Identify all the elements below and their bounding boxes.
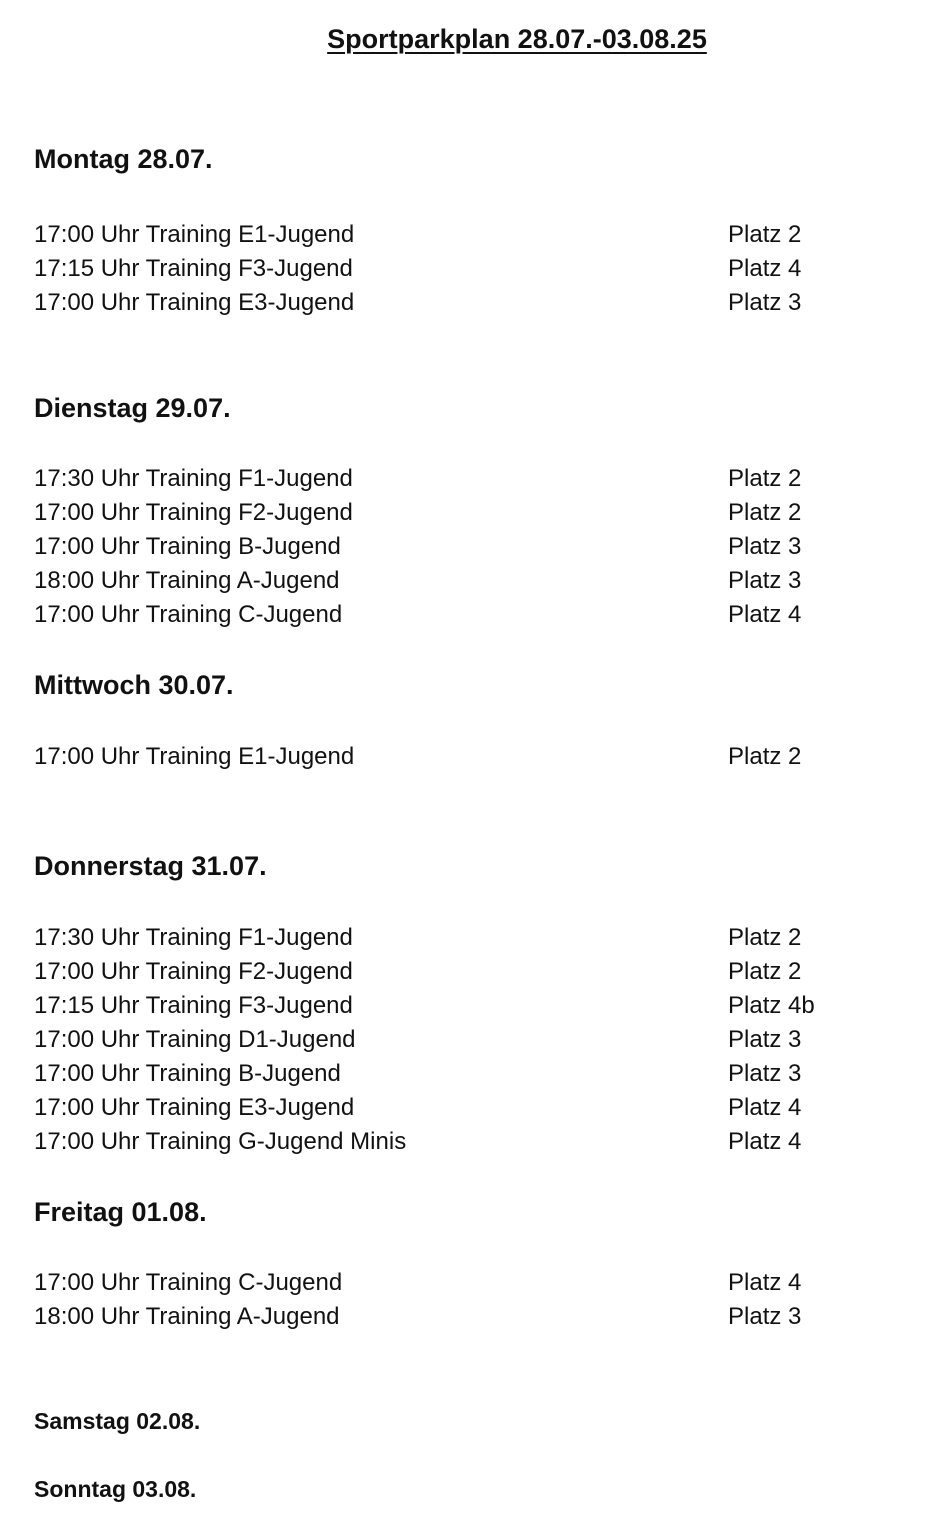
schedule-entry: [34, 1125, 914, 1159]
entry-place: Platz 4: [728, 255, 802, 282]
day-heading-sonntag: Sonntag 03.08.: [34, 1476, 197, 1502]
entry-text: 17:00 Uhr Training C-Jugend: [34, 1269, 343, 1296]
entry-place: Platz 3: [728, 289, 802, 316]
entry-text: 17:00 Uhr Training D1-Jugend: [34, 1026, 356, 1053]
schedule-entry: [34, 598, 914, 632]
entry-place: Platz 2: [728, 465, 802, 492]
entry-text: 17:00 Uhr Training F2-Jugend: [34, 958, 353, 985]
entry-text: 17:00 Uhr Training E1-Jugend: [34, 743, 355, 770]
entry-place: Platz 2: [728, 221, 802, 248]
document-title: Sportparkplan 28.07.-03.08.25: [327, 24, 707, 54]
schedule-entry: [34, 921, 914, 955]
schedule-entry: [34, 530, 914, 564]
schedule-entry: [34, 252, 914, 286]
entry-text: 17:30 Uhr Training F1-Jugend: [34, 465, 353, 492]
entry-text: 17:30 Uhr Training F1-Jugend: [34, 924, 353, 951]
day-heading-donnerstag: Donnerstag 31.07.: [34, 851, 267, 881]
entry-place: Platz 2: [728, 924, 802, 951]
schedule-entry: [34, 564, 914, 598]
schedule-entry: [34, 1023, 914, 1057]
entry-text: 17:15 Uhr Training F3-Jugend: [34, 255, 353, 282]
schedule-entry: [34, 462, 914, 496]
entry-text: 17:15 Uhr Training F3-Jugend: [34, 992, 353, 1019]
entry-text: 17:00 Uhr Training F2-Jugend: [34, 499, 353, 526]
entry-place: Platz 4: [728, 1094, 802, 1121]
entry-place: Platz 4: [728, 1128, 802, 1155]
entry-text: 17:00 Uhr Training B-Jugend: [34, 533, 341, 560]
schedule-entry: [34, 1091, 914, 1125]
schedule-entry: [34, 1057, 914, 1091]
entry-place: Platz 2: [728, 958, 802, 985]
day-heading-samstag: Samstag 02.08.: [34, 1408, 201, 1434]
schedule-entry: [34, 740, 914, 774]
day-heading-mittwoch: Mittwoch 30.07.: [34, 670, 234, 700]
entry-place: Platz 2: [728, 499, 802, 526]
entry-place: Platz 4b: [728, 992, 815, 1019]
schedule-entry: [34, 1300, 914, 1334]
entry-text: 17:00 Uhr Training E3-Jugend: [34, 289, 355, 316]
entry-text: 18:00 Uhr Training A-Jugend: [34, 1303, 340, 1330]
schedule-entry: [34, 1266, 914, 1300]
schedule-entry: [34, 496, 914, 530]
schedule-entry: [34, 989, 914, 1023]
day-heading-dienstag: Dienstag 29.07.: [34, 393, 231, 423]
entry-place: Platz 4: [728, 601, 802, 628]
schedule-entry: [34, 218, 914, 252]
entry-place: Platz 3: [728, 533, 802, 560]
entry-text: 17:00 Uhr Training E3-Jugend: [34, 1094, 355, 1121]
day-heading-freitag: Freitag 01.08.: [34, 1197, 207, 1227]
schedule-entry: [34, 286, 914, 320]
entry-place: Platz 2: [728, 743, 802, 770]
entry-text: 17:00 Uhr Training E1-Jugend: [34, 221, 355, 248]
entry-place: Platz 3: [728, 1060, 802, 1087]
entry-text: 17:00 Uhr Training B-Jugend: [34, 1060, 341, 1087]
entry-text: 17:00 Uhr Training G-Jugend Minis: [34, 1128, 407, 1155]
entry-text: 17:00 Uhr Training C-Jugend: [34, 601, 343, 628]
entry-place: Platz 3: [728, 567, 802, 594]
day-heading-montag: Montag 28.07.: [34, 144, 213, 174]
schedule-entry: [34, 955, 914, 989]
entry-text: 18:00 Uhr Training A-Jugend: [34, 567, 340, 594]
entry-place: Platz 3: [728, 1303, 802, 1330]
entry-place: Platz 4: [728, 1269, 802, 1296]
entry-place: Platz 3: [728, 1026, 802, 1053]
